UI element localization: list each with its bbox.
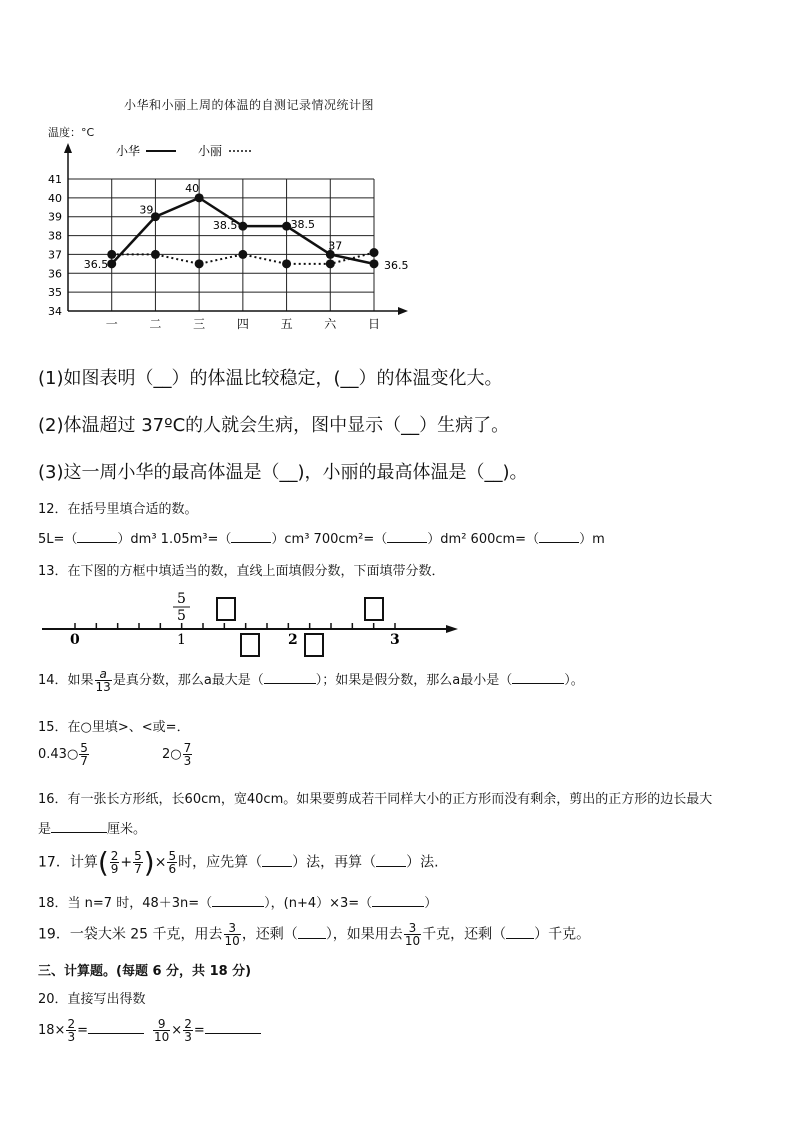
y-tick-label: 35 bbox=[48, 286, 62, 300]
section-3-title: 三、计算题。(每题 6 分，共 18 分) bbox=[38, 964, 252, 979]
q12-part: ）cm³ 700cm²=（ bbox=[271, 532, 388, 547]
data-point bbox=[107, 259, 116, 268]
q12-part: ）dm³ 1.05m³=（ bbox=[117, 532, 232, 547]
answer-blank[interactable] bbox=[231, 529, 271, 543]
data-label: 38.5 bbox=[212, 219, 238, 233]
data-label: 36.5 bbox=[83, 257, 109, 271]
q15-a: 0.43○ $\frac{5}{7}$ bbox=[38, 741, 88, 768]
answer-box-below-2[interactable] bbox=[304, 633, 324, 657]
q20-expr-2: $\frac{9}{10}$ × $\frac{2}{3}$ = bbox=[152, 1018, 261, 1043]
data-point bbox=[238, 222, 247, 231]
answer-box-below-1[interactable] bbox=[240, 633, 260, 657]
y-tick-label: 41 bbox=[48, 173, 62, 186]
q17: 17．计算( $\frac{2}{9}$ + $\frac{5}{7}$ )× $\frac{5}{6}$ 时，应先算（ ）法，再算（ ）法. bbox=[38, 846, 439, 879]
answer-box-above-1[interactable] bbox=[216, 597, 236, 621]
nl-frac-denominator: 5 bbox=[177, 608, 186, 624]
chart-title: 小华和小丽上周的体温的自测记录情况统计图 bbox=[124, 98, 375, 112]
data-point bbox=[238, 250, 247, 259]
legend-xiaohua: 小华 bbox=[116, 144, 141, 158]
answer-blank[interactable] bbox=[372, 893, 424, 907]
answer-blank[interactable] bbox=[512, 670, 564, 684]
data-point bbox=[151, 250, 160, 259]
question-chart-1: (1)如图表明（__）的体温比较稳定，(__）的体温变化大。 bbox=[38, 368, 503, 389]
q12-part: ）dm² 600cm=（ bbox=[427, 532, 540, 547]
data-label: 37 bbox=[328, 239, 343, 253]
x-tick-label: 六 bbox=[324, 317, 337, 331]
q20-expr-1: 18× $\frac{2}{3}$ = bbox=[38, 1018, 144, 1043]
y-axis-label: 温度：°C bbox=[48, 126, 95, 139]
data-label: 36.5 bbox=[384, 258, 409, 272]
chart-legend bbox=[116, 143, 253, 158]
answer-blank[interactable] bbox=[506, 924, 534, 939]
data-point bbox=[282, 259, 291, 268]
data-point bbox=[326, 259, 335, 268]
q12-body bbox=[38, 528, 605, 547]
legend-xiaoli: 小丽 bbox=[198, 144, 223, 158]
answer-blank[interactable] bbox=[212, 893, 264, 907]
y-tick-label: 36 bbox=[48, 267, 62, 281]
answer-blank[interactable] bbox=[264, 670, 316, 684]
q18: 18．当 n=7 时，48＋3n=（ ），(n+4）×3=（ ） bbox=[38, 892, 437, 911]
q16-line1: 16．有一张长方形纸，长60cm，宽40cm。如果要剪成若干同样大小的正方形而没有剩余，剪出的正方形的边长最大 bbox=[38, 792, 713, 807]
nl-frac-numerator: 5 bbox=[177, 591, 186, 607]
answer-blank[interactable] bbox=[205, 1020, 261, 1034]
y-tick-label: 34 bbox=[48, 305, 62, 318]
answer-blank[interactable] bbox=[376, 852, 406, 867]
q19: 19．一袋大米 25 千克，用去 $\frac{3}{10}$ ，还剩（ ），如果用去 $\frac{3}{10}$ 千克，还剩（ ）千克。 bbox=[38, 921, 591, 948]
nl-label-2: 2 bbox=[288, 632, 298, 648]
x-tick-label: 日 bbox=[368, 317, 381, 331]
answer-blank[interactable] bbox=[298, 924, 326, 939]
q12-part: ）m bbox=[579, 532, 605, 547]
y-axis-arrow bbox=[64, 143, 72, 153]
answer-blank[interactable] bbox=[77, 529, 117, 543]
answer-box-above-2[interactable] bbox=[364, 597, 384, 621]
answer-blank[interactable] bbox=[51, 819, 107, 833]
data-label: 38.5 bbox=[290, 218, 316, 232]
nl-label-3: 3 bbox=[390, 632, 400, 648]
data-point bbox=[195, 259, 204, 268]
data-label: 39 bbox=[139, 203, 154, 217]
temperature-line-chart bbox=[0, 0, 794, 340]
q12-title: 12．在括号里填合适的数。 bbox=[38, 502, 198, 517]
answer-blank[interactable] bbox=[88, 1020, 144, 1034]
y-tick-label: 38 bbox=[48, 229, 62, 243]
x-tick-label: 一 bbox=[105, 317, 118, 331]
x-tick-label: 二 bbox=[149, 317, 162, 331]
answer-blank[interactable] bbox=[262, 852, 292, 867]
q14: 14．如果 $\frac{a}{13}$ 是真分数，那么a最大是（ ）；如果是假分数，那么a最小是（ ）。 bbox=[38, 667, 584, 694]
x-axis-arrow bbox=[398, 307, 408, 315]
number-line bbox=[0, 585, 794, 665]
nl-label-0: 0 bbox=[70, 632, 80, 648]
chart-series bbox=[84, 182, 409, 272]
q12-part: 5L=（ bbox=[38, 532, 78, 547]
q16-line2: 是 厘米。 bbox=[38, 818, 146, 837]
y-tick-label: 40 bbox=[48, 191, 62, 205]
q13-title: 13．在下图的方框中填适当的数，直线上面填假分数，下面填带分数． bbox=[38, 564, 445, 579]
answer-blank[interactable] bbox=[539, 529, 579, 543]
q15-b: 2○ $\frac{7}{3}$ bbox=[162, 741, 192, 768]
data-point bbox=[370, 259, 379, 268]
number-line-arrow bbox=[446, 625, 458, 633]
data-point bbox=[370, 248, 379, 257]
x-tick-label: 三 bbox=[193, 317, 206, 331]
question-chart-2: (2)体温超过 37ºC的人就会生病，图中显示（__）生病了。 bbox=[38, 415, 510, 436]
x-tick-label: 四 bbox=[236, 317, 249, 331]
data-label: 40 bbox=[185, 181, 200, 195]
x-tick-label: 五 bbox=[280, 317, 293, 331]
y-tick-label: 37 bbox=[48, 248, 62, 262]
question-chart-3: (3)这一周小华的最高体温是（__)，小丽的最高体温是（__)。 bbox=[38, 462, 528, 483]
data-point bbox=[107, 250, 116, 259]
nl-label-1: 1 bbox=[177, 632, 186, 648]
q15-title: 15．在○里填>、<或=． bbox=[38, 720, 190, 735]
y-tick-label: 39 bbox=[48, 210, 62, 224]
q20-title: 20．直接写出得数 bbox=[38, 992, 146, 1007]
answer-blank[interactable] bbox=[387, 529, 427, 543]
